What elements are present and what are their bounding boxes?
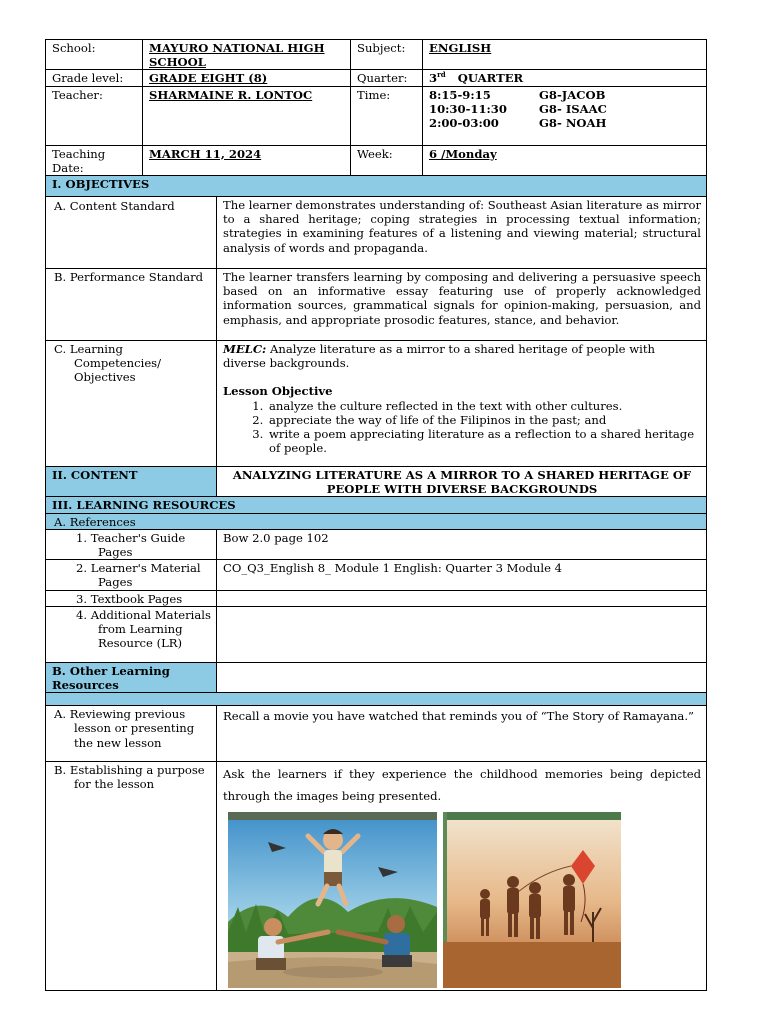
quarter-label: Quarter: [351, 70, 423, 86]
establishing-label: B. Establishing a purpose for the lesson [46, 762, 217, 991]
teaching-date-value: MARCH 11, 2024 [143, 145, 351, 175]
subject-label: Subject: [351, 40, 423, 70]
melc-text: Analyze literature as a mirror to a shared heritage of people with diverse backgrounds. [223, 342, 655, 371]
teacher-label: Teacher: [46, 86, 143, 145]
other-resources-heading: B. Other Learning Resources [46, 662, 217, 692]
grade-label: Grade level: [46, 70, 143, 86]
teachers-guide-value: Bow 2.0 page 102 [217, 529, 707, 559]
learning-resources-heading: III. LEARNING RESOURCES [46, 497, 707, 513]
establishing-text: Ask the learners if they experience the childhood memories being depicted through the images being presented. [223, 767, 702, 804]
time-section: G8-JACOB [539, 87, 606, 102]
quarter-word: QUARTER [457, 71, 524, 86]
reviewing-text: Recall a movie you have watched that reminds you of “The Story of Ramayana.” [217, 706, 707, 762]
list-item: 1. analyze the culture reflected in the text with other cultures. [267, 399, 701, 413]
time-slot: 2:00-03:00 [429, 116, 499, 131]
learners-material-label: 2. Learner's Material Pages [46, 560, 217, 590]
time-slot: 10:30-11:30 [429, 101, 507, 116]
section-divider [46, 693, 707, 706]
subject-value: ENGLISH [423, 40, 707, 70]
performance-standard-text: The learner transfers learning by composing and delivering a persuasive speech based on an informative essay featuring use of properly acknowledged information sources, grammatical signals for opinion-making, persuasion, and emphasis, and appropriate prosodic features, stance, and behavior. [217, 269, 707, 341]
quarter-value [423, 70, 707, 86]
lesson-plan [45, 39, 706, 991]
objectives-heading: I. OBJECTIVES [46, 176, 707, 197]
week-label: Week: [351, 145, 423, 175]
list-item: 3. write a poem appreciating literature as a reflection to a shared heritage of people. [267, 427, 701, 455]
time-row [429, 88, 701, 102]
content-heading: II. CONTENT [46, 467, 217, 497]
learning-competencies-label: C. Learning Competencies/ Objectives [46, 341, 217, 467]
time-slot: 8:15-9:15 [429, 87, 491, 102]
time-row [429, 102, 701, 116]
references-heading: A. References [46, 513, 707, 529]
time-row [429, 116, 701, 130]
grade-value: GRADE EIGHT (8) [143, 70, 351, 86]
time-label: Time: [351, 86, 423, 145]
week-value: 6 /Monday [423, 145, 707, 175]
lesson-objectives-list [223, 399, 701, 456]
melc-statement [223, 342, 701, 370]
establishing-cell [217, 762, 707, 991]
reviewing-label: A. Reviewing previous lesson or presenting the new lesson [46, 706, 217, 762]
learning-competencies-cell [217, 341, 707, 467]
quarter-number: 3 [429, 71, 438, 86]
teaching-date-label: Teaching Date: [46, 145, 143, 175]
additional-materials-value [217, 606, 707, 662]
learners-material-value: CO_Q3_English 8_ Module 1 English: Quarter 3 Module 4 [217, 560, 707, 590]
textbook-pages-label: 3. Textbook Pages [46, 590, 217, 606]
lesson-objective-label: Lesson Objective [223, 384, 333, 399]
time-values [423, 86, 707, 145]
melc-label: MELC: [223, 342, 267, 357]
performance-standard-label: B. Performance Standard [46, 269, 217, 341]
content-title: ANALYZING LITERATURE AS A MIRROR TO A SHARED HERITAGE OF PEOPLE WITH DIVERSE BACKGROUNDS [217, 467, 707, 497]
kite-flying-image [443, 812, 621, 988]
time-section: G8- ISAAC [539, 101, 607, 116]
content-standard-text: The learner demonstrates understanding of: Southeast Asian literature as mirror to a shared heritage; coping strategies in processing textual information; strategies in examining features of a listening and viewing material; structural analysis of words and propaganda. [217, 197, 707, 269]
content-standard-label: A. Content Standard [46, 197, 217, 269]
other-resources-value [217, 662, 707, 692]
school-value: MAYURO NATIONAL HIGH SCHOOL [143, 40, 351, 70]
time-section: G8- NOAH [539, 116, 607, 131]
teacher-value: SHARMAINE R. LONTOC [143, 86, 351, 145]
quarter-suffix: rd [437, 70, 446, 80]
textbook-pages-value [217, 590, 707, 606]
list-item: 2. appreciate the way of life of the Filipinos in the past; and [267, 413, 701, 427]
additional-materials-label: 4. Additional Materials from Learning Resource (LR) [46, 606, 217, 662]
children-playing-image [228, 812, 437, 988]
lesson-plan-table [45, 39, 707, 991]
school-label: School: [46, 40, 143, 70]
teachers-guide-label: 1. Teacher's Guide Pages [46, 529, 217, 559]
